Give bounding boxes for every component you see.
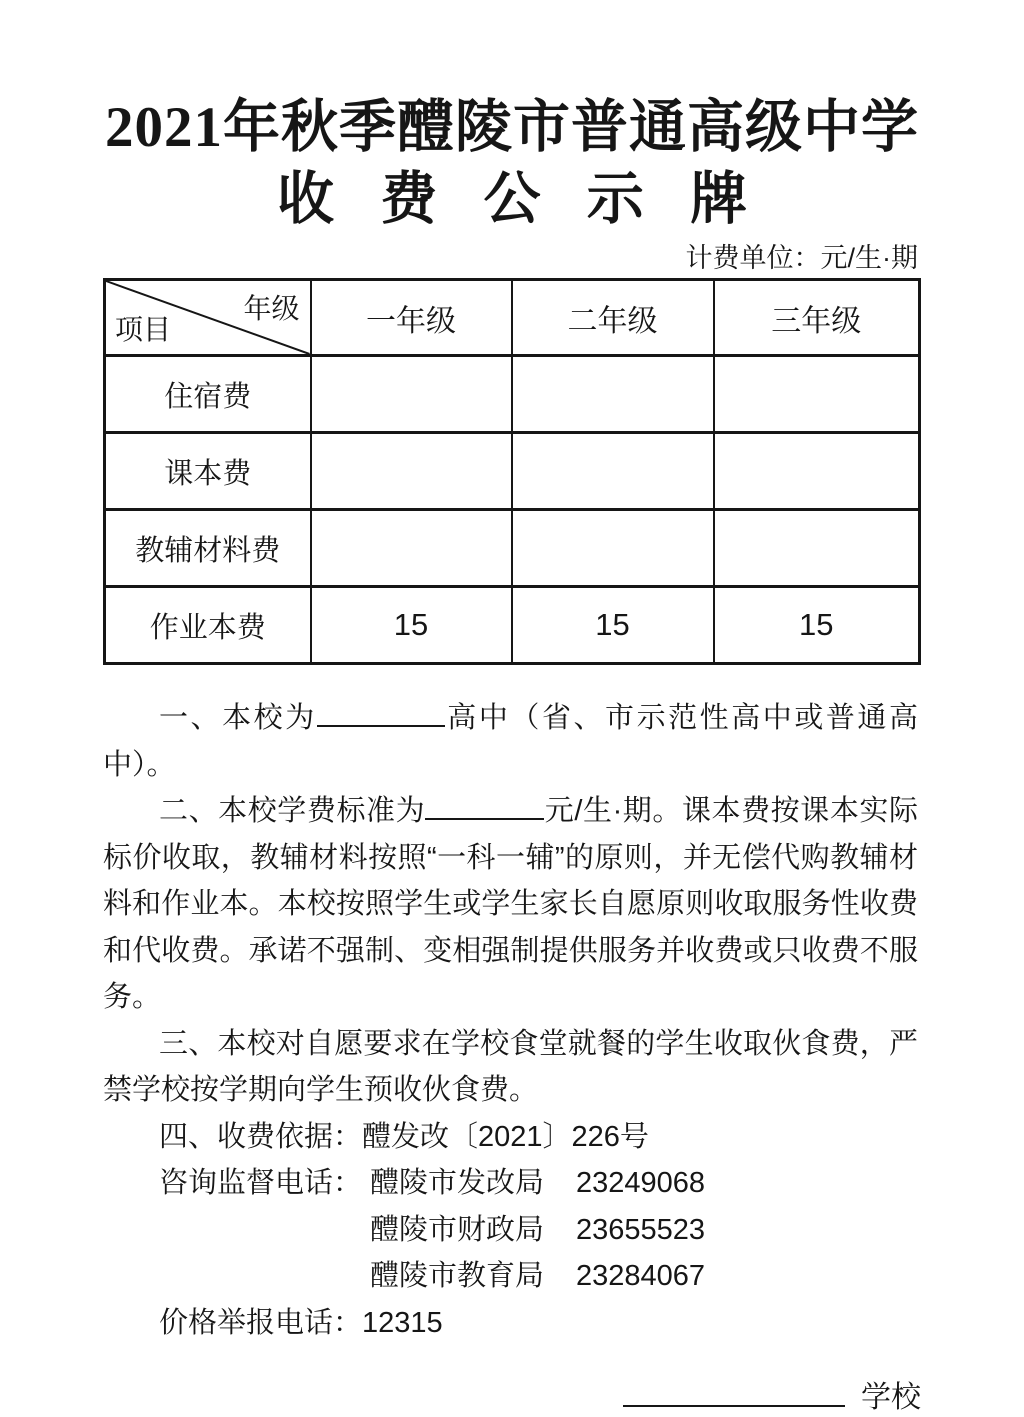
fee-cell [714,433,920,510]
document-title-line1: 2021年秋季醴陵市普通高级中学 [105,96,919,159]
fee-cell [714,510,920,587]
supervision-contact-section [159,1160,918,1300]
fee-cell [512,510,714,587]
paragraph-4: 四、收费依据：醴发改〔2021〕226号 [159,1120,649,1153]
contact-phone: 23249068 [576,1167,706,1199]
fee-table [103,278,921,665]
fee-cell: 15 [714,587,920,664]
fee-cell: 15 [512,587,714,664]
table-row-textbook-fee [105,433,920,510]
fee-cell [311,433,512,510]
contact-label-spacer [159,1253,370,1300]
paragraph-2-suffix: 元/生·期。课本费按课本实际标价收取，教辅材料按照“一科一辅”的原则，并无偿代购教辅材料和作业本。本校按照学生或学生家长自愿原则收取服务性收费和代收费。承诺不强制、变相强制提供服务并收费或只收费不服务。 [103,795,918,1013]
fill-in-blank-tuition-standard [425,814,544,820]
column-header-grade-1: 一年级 [311,280,512,356]
signature-line [103,1378,921,1417]
paragraph-1 [103,695,918,788]
contact-org: 醴陵市财政局 [370,1213,545,1246]
fee-cell [311,510,512,587]
table-header-row [105,280,920,356]
column-header-grade-3: 三年级 [714,280,920,356]
fee-row-label: 教辅材料费 [105,510,311,587]
price-report-line [103,1300,918,1347]
contact-org: 醴陵市发改局 [370,1167,545,1199]
signature-blank [623,1401,845,1407]
fee-cell [512,356,714,433]
fill-in-blank-school-type [317,721,445,727]
price-report-label: 价格举报电话： [159,1306,363,1339]
corner-label-item: 项目 [115,314,172,345]
fee-cell [512,433,714,510]
fee-row-label: 住宿费 [105,356,311,433]
billing-unit-note: 计费单位：元/生·期 [685,243,918,273]
supervision-phone-label: 咨询监督电话： [159,1167,363,1199]
fee-cell [714,356,920,433]
contact-phone: 23655523 [576,1213,706,1246]
corner-label-grade: 年级 [243,293,300,324]
price-report-phone: 12315 [362,1306,443,1339]
contact-phone: 23284067 [576,1260,706,1292]
paragraph-2 [103,788,918,1021]
table-row-boarding-fee [105,356,920,433]
paragraph-1-suffix: 高中（省、市示范性高中或普通高中）。 [103,702,918,781]
corner-header-cell [105,280,311,356]
contact-label-spacer [159,1207,370,1254]
table-row-workbook-fee [105,587,920,664]
paragraph-3: 三、本校对自愿要求在学校食堂就餐的学生收取伙食费，严禁学校按学期向学生预收伙食费。 [103,1027,918,1106]
fee-row-label: 作业本费 [105,587,311,664]
fee-row-label: 课本费 [105,433,311,510]
paragraph-2-prefix: 二、本校学费标准为 [159,795,426,827]
fee-cell [311,356,512,433]
paragraph-1-prefix: 一、本校为 [159,702,317,734]
fee-cell: 15 [311,587,512,664]
column-header-grade-2: 二年级 [512,280,714,356]
signature-school-label: 学校 [861,1381,921,1414]
notice-body-text [103,695,918,1346]
contact-org: 醴陵市教育局 [370,1260,545,1292]
document-title-line2: 收 费 公 示 牌 [277,168,763,231]
table-row-supplementary-material-fee [105,510,920,587]
